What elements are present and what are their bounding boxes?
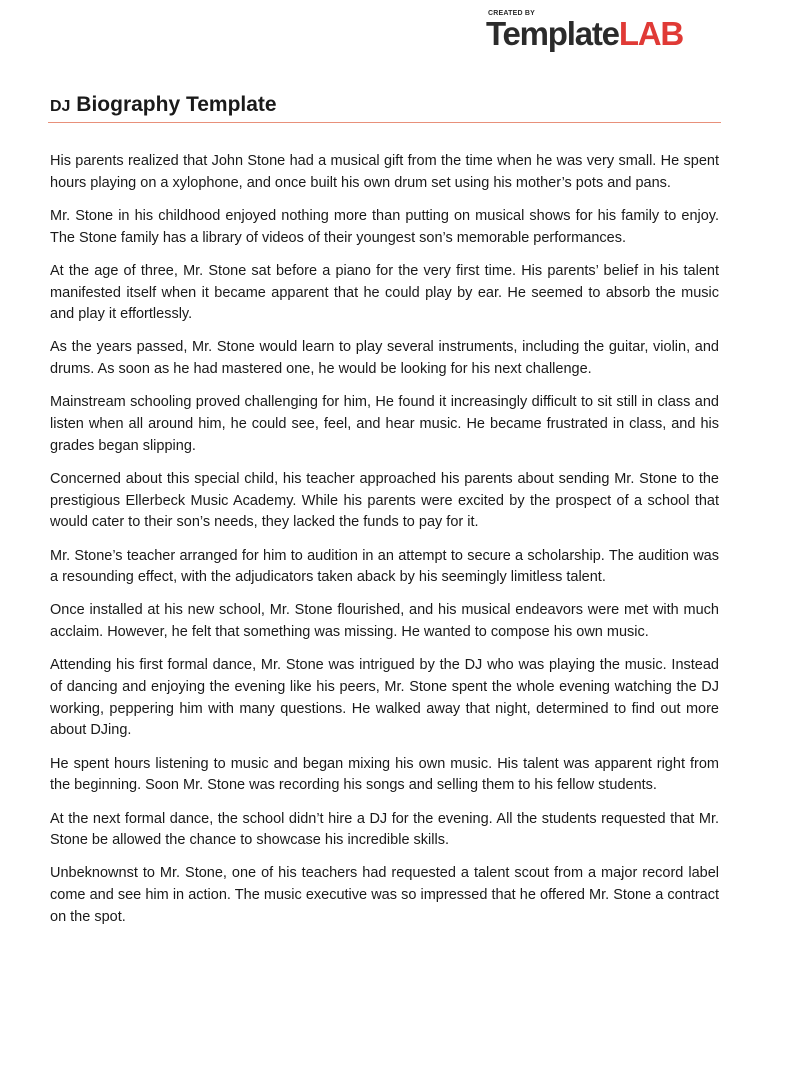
paragraph: Mainstream schooling proved challenging for him, He found it increasingly difficult to sit still in class and listen when all around him, he could see, feel, and hear music. He became frustrated in class, and his grades began slipping. (50, 394, 719, 454)
paragraph: At the next formal dance, the school didn’t hire a DJ for the evening. All the students requested that Mr. Stone be allowed the chance to showcase his incredible skills. (50, 810, 719, 849)
paragraph: His parents realized that John Stone had a musical gift from the time when he was very small. He spent hours playing on a xylophone, and once built his own drum set using his mother’s pots and pans. (50, 153, 719, 191)
paragraph: Mr. Stone in his childhood enjoyed nothing more than putting on musical shows for his family to enjoy. The Stone family has a library of videos of their youngest son’s memorable performances. (50, 207, 719, 246)
page-title-prefix: DJ (50, 98, 71, 115)
paragraph: Mr. Stone’s teacher arranged for him to audition in an attempt to secure a scholarship. The audition was a resounding effect, with the adjudicators taken aback by his seemingly limitless talent. (50, 547, 719, 586)
templatelab-logo (486, 10, 718, 60)
biography-body (50, 151, 719, 940)
paragraph: He spent hours listening to music and began mixing his own music. His talent was apparent right from the beginning. Soon Mr. Stone was recording his songs and selling them to his fellow students. (50, 755, 719, 794)
logo-lab-text: LAB (618, 15, 684, 52)
paragraph: Attending his first formal dance, Mr. Stone was intrigued by the DJ who was playing the music. Instead of dancing and enjoying the evening like his peers, Mr. Stone spent the whole evening watching the DJ working, peppering him with many questions. He walked away that night, determined to find out more about DJing. (50, 657, 719, 739)
page-title (50, 93, 277, 117)
page-title-main: Biography Template (70, 93, 277, 116)
logo-wordmark (486, 14, 683, 54)
paragraph: Unbeknownst to Mr. Stone, one of his teachers had requested a talent scout from a major record label come and see him in action. The music executive was so impressed that he offered Mr. Stone a contract on the spot. (50, 865, 719, 925)
paragraph: Once installed at his new school, Mr. Stone flourished, and his musical endeavors were met with much acclaim. However, he felt that something was missing. He wanted to compose his own music. (50, 602, 719, 641)
paragraph: As the years passed, Mr. Stone would learn to play several instruments, including the guitar, violin, and drums. As soon as he had mastered one, he would be looking for his next challenge. (50, 339, 719, 378)
logo-wordmark-template: Template (486, 15, 619, 52)
title-divider (48, 122, 721, 123)
logo-created-by: CREATED BY (488, 10, 535, 17)
logo-wordmark-lab (619, 15, 683, 52)
paragraph: Concerned about this special child, his teacher approached his parents about sending Mr. Stone to the prestigious Ellerbeck Music Academy. While his parents were excited by the prospect of a school that would cater to their son’s needs, they lacked the funds to pay for it. (50, 470, 719, 531)
paragraph: At the age of three, Mr. Stone sat before a piano for the very first time. His parents’ belief in his talent manifested itself when it became apparent that he could play by ear. He seemed to absorb the music and play it effortlessly. (50, 262, 719, 323)
